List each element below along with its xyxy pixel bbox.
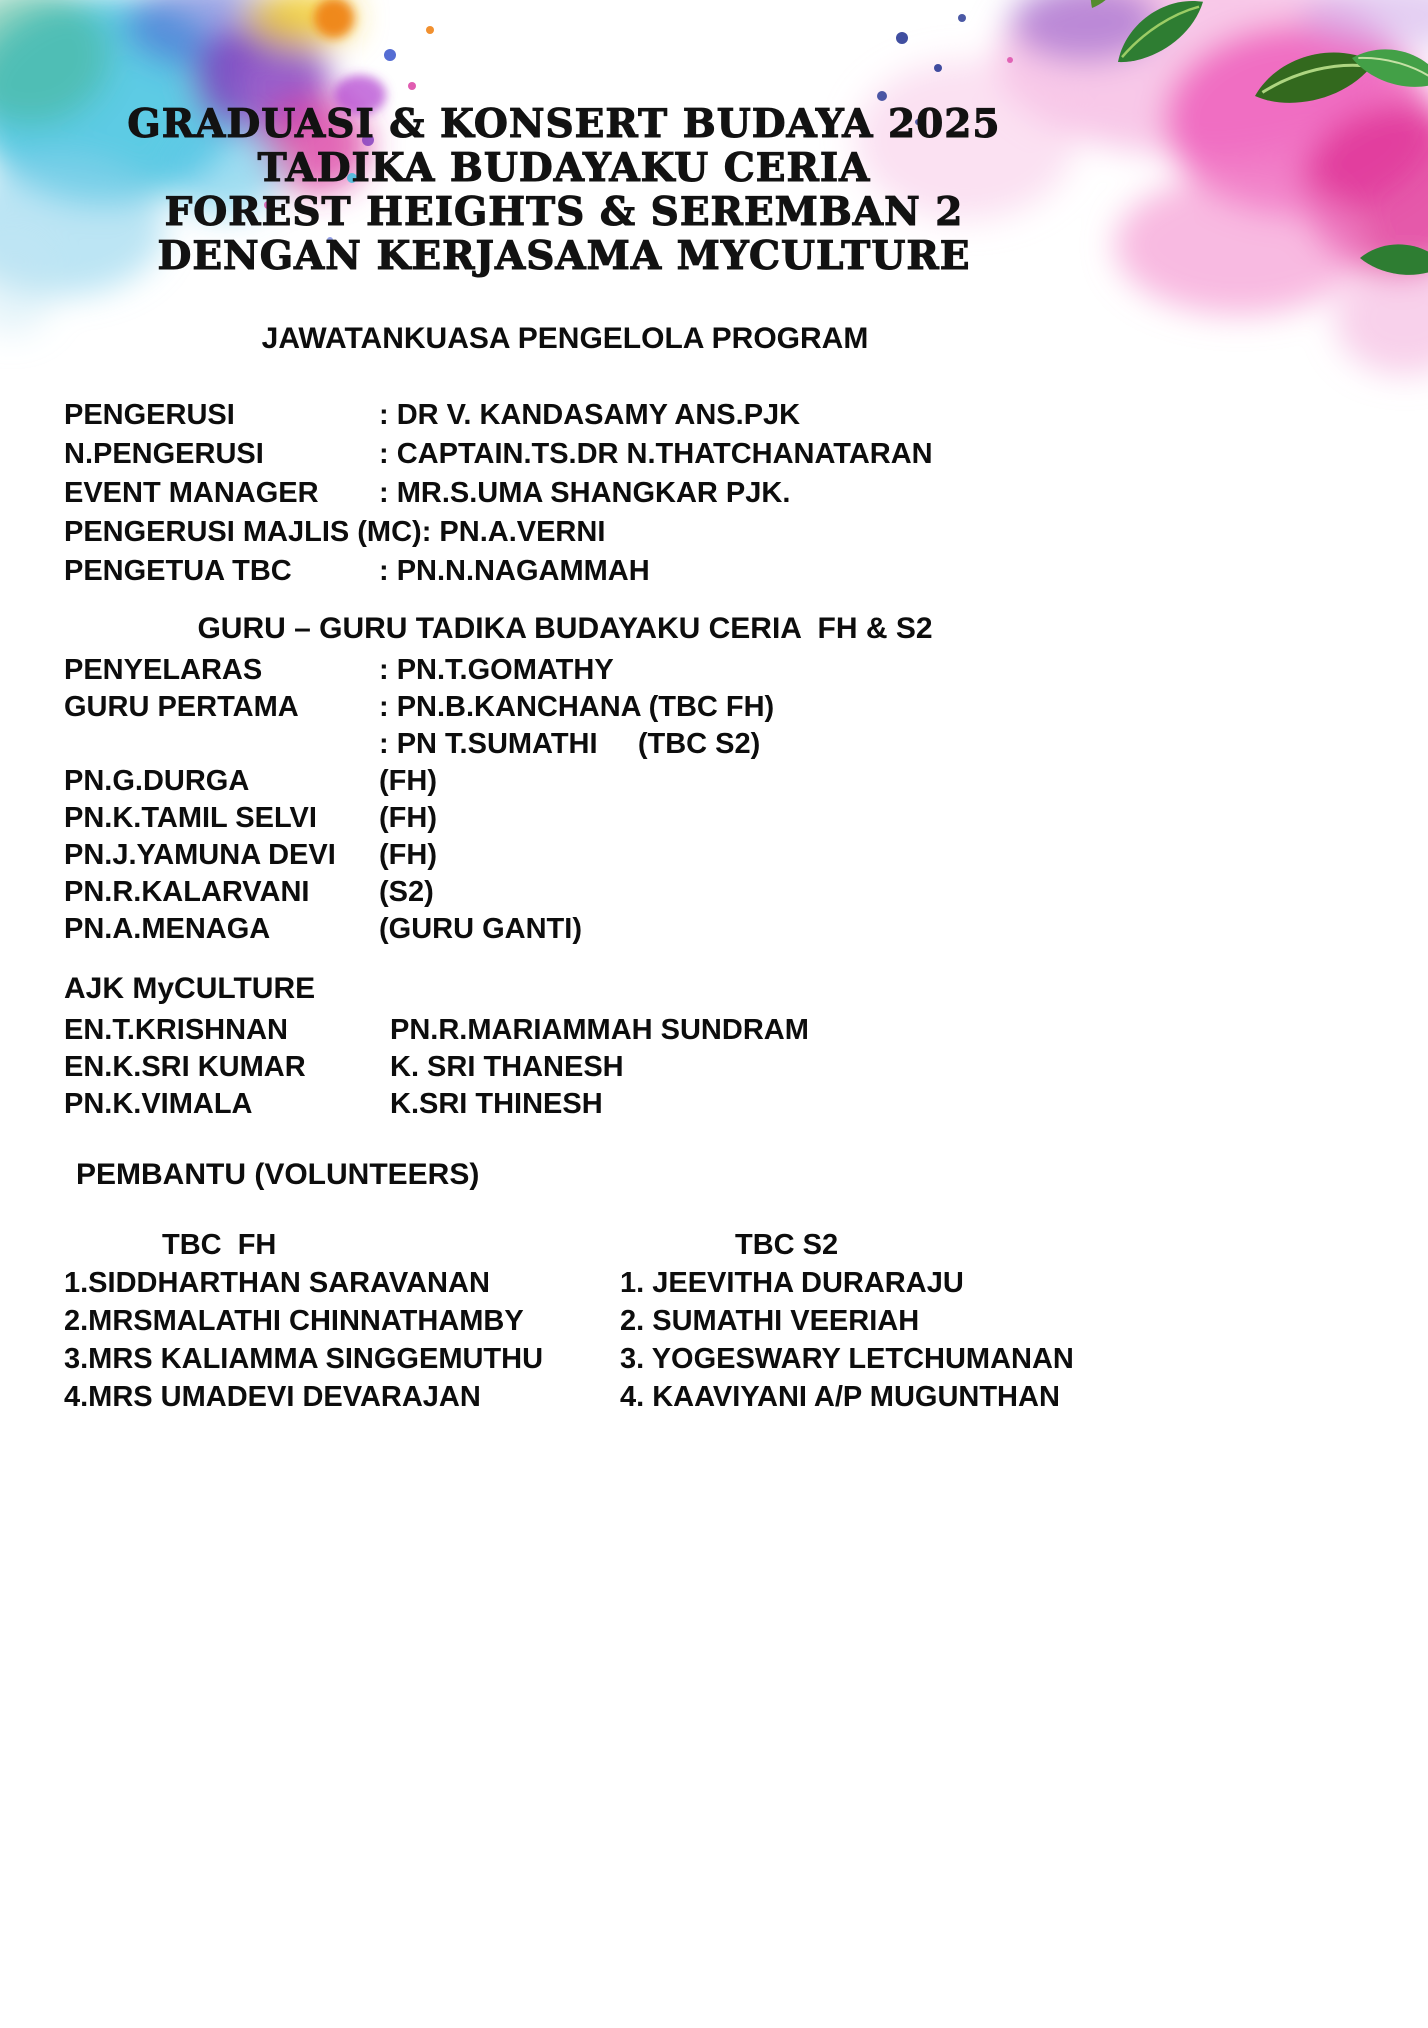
committee-name: : CAPTAIN.TS.DR N.THATCHANATARAN	[379, 438, 933, 470]
ajk-member-left: EN.K.SRI KUMAR	[64, 1051, 306, 1083]
volunteers-column-tbc-fh	[64, 1226, 620, 1416]
guru-role: PENYELARAS	[64, 654, 263, 686]
ajk-member-right: K.SRI THINESH	[390, 1088, 603, 1120]
title-line-3: FOREST HEIGHTS & SEREMBAN 2	[164, 189, 964, 235]
committee-role: N.PENGERUSI	[64, 438, 264, 470]
guru-row	[64, 763, 774, 800]
guru-row	[64, 726, 774, 763]
guru-branch: (GURU GANTI)	[379, 913, 582, 945]
volunteers-column-header-fh: TBC FH	[162, 1229, 277, 1261]
volunteers-column-tbc-s2	[620, 1226, 1154, 1416]
guru-name-label: PN.R.KALARVANI	[64, 876, 310, 908]
guru-row	[64, 837, 774, 874]
guru-branch: (FH)	[379, 839, 437, 871]
volunteer-item: 1. JEEVITHA DURARAJU	[620, 1267, 964, 1299]
guru-branch: (FH)	[379, 765, 437, 797]
section-heading-jawatankuasa: JAWATANKUASA PENGELOLA PROGRAM	[261, 322, 869, 355]
committee-name: : PN.A.VERNI	[421, 516, 606, 548]
volunteer-item: 4. KAAVIYANI A/P MUGUNTHAN	[620, 1381, 1060, 1413]
volunteer-item: 4.MRS UMADEVI DEVARAJAN	[64, 1381, 481, 1413]
guru-name-label: PN.G.DURGA	[64, 765, 250, 797]
committee-role: PENGERUSI	[64, 399, 235, 431]
title-line-4: DENGAN KERJASAMA MYCULTURE	[157, 233, 971, 279]
guru-list	[64, 652, 774, 948]
document-title	[64, 102, 1064, 278]
guru-branch: (FH)	[379, 802, 437, 834]
volunteer-item: 2.MRSMALATHI CHINNATHAMBY	[64, 1305, 524, 1337]
guru-role: GURU PERTAMA	[64, 691, 299, 723]
guru-name-label: PN.J.YAMUNA DEVI	[64, 839, 336, 871]
ajk-member-left: EN.T.KRISHNAN	[64, 1014, 288, 1046]
committee-role: EVENT MANAGER	[64, 477, 319, 509]
volunteers-list-fh	[64, 1264, 620, 1416]
committee-role: PENGERUSI MAJLIS (MC)	[64, 516, 422, 548]
guru-branch: (S2)	[379, 876, 434, 908]
guru-name-label: PN.A.MENAGA	[64, 913, 271, 945]
guru-name: : PN T.SUMATHI (TBC S2)	[379, 728, 761, 760]
guru-row	[64, 689, 774, 726]
volunteer-item: 3. YOGESWARY LETCHUMANAN	[620, 1343, 1074, 1375]
ajk-member-right: PN.R.MARIAMMAH SUNDRAM	[390, 1014, 809, 1046]
volunteers-list-s2	[620, 1264, 1154, 1416]
committee-row	[64, 396, 933, 435]
guru-name: : PN.T.GOMATHY	[379, 654, 614, 686]
committee-row	[64, 552, 933, 591]
volunteers-column-header-s2: TBC S2	[735, 1229, 839, 1261]
guru-name-label: PN.K.TAMIL SELVI	[64, 802, 317, 834]
committee-name: : MR.S.UMA SHANGKAR PJK.	[379, 477, 791, 509]
ajk-member-left: PN.K.VIMALA	[64, 1088, 253, 1120]
guru-row	[64, 911, 774, 948]
committee-list	[64, 396, 933, 591]
ajk-list	[64, 1012, 809, 1123]
guru-role	[64, 726, 379, 763]
volunteer-item: 2. SUMATHI VEERIAH	[620, 1305, 920, 1337]
committee-row	[64, 513, 933, 552]
committee-name: : PN.N.NAGAMMAH	[379, 555, 650, 587]
guru-row	[64, 652, 774, 689]
guru-name: : PN.B.KANCHANA (TBC FH)	[379, 691, 775, 723]
committee-name: : DR V. KANDASAMY ANS.PJK	[379, 399, 801, 431]
volunteer-item: 1.SIDDHARTHAN SARAVANAN	[64, 1267, 490, 1299]
ajk-member-right: K. SRI THANESH	[390, 1051, 624, 1083]
committee-role: PENGETUA TBC	[64, 555, 292, 587]
ajk-row	[64, 1086, 809, 1123]
volunteer-item: 3.MRS KALIAMMA SINGGEMUTHU	[64, 1343, 544, 1375]
guru-row	[64, 874, 774, 911]
volunteers-columns	[64, 1226, 1154, 1416]
ajk-row	[64, 1012, 809, 1049]
committee-row	[64, 474, 933, 513]
guru-row	[64, 800, 774, 837]
title-line-1: GRADUASI & KONSERT BUDAYA 2025	[127, 101, 1001, 147]
committee-row	[64, 435, 933, 474]
section-heading-volunteers: PEMBANTU (VOLUNTEERS)	[76, 1158, 480, 1191]
section-heading-ajk: AJK MyCULTURE	[64, 972, 316, 1005]
ajk-row	[64, 1049, 809, 1086]
section-heading-guru: GURU – GURU TADIKA BUDAYAKU CERIA FH & S2	[197, 612, 933, 645]
title-line-2: TADIKA BUDAYAKU CERIA	[257, 145, 871, 191]
